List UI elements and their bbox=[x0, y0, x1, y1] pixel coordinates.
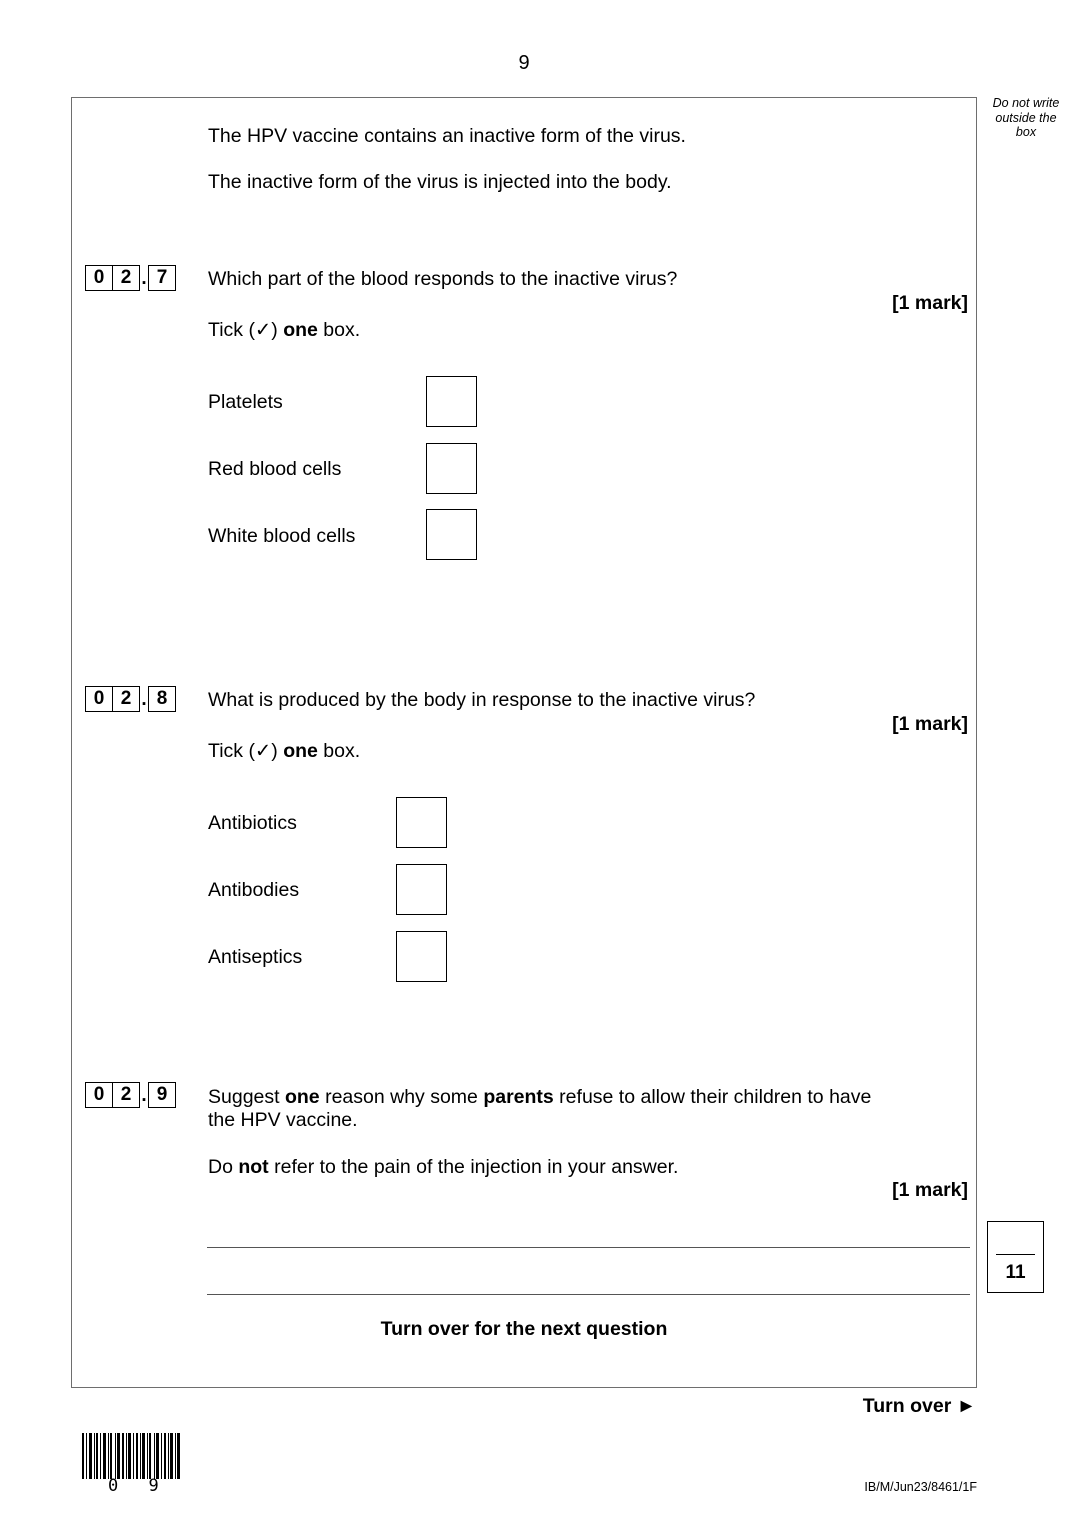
intro-line: The HPV vaccine contains an inactive form of the virus. bbox=[208, 125, 686, 147]
tick-instruction bbox=[208, 740, 360, 763]
question-number-02-9 bbox=[85, 1082, 176, 1108]
tick-box-antibodies[interactable] bbox=[396, 864, 447, 915]
question-note-emphasis: not bbox=[238, 1156, 269, 1178]
option-label-platelets: Platelets bbox=[208, 391, 283, 413]
question-text: What is produced by the body in response to the inactive virus? bbox=[208, 689, 756, 711]
tick-box-red-blood-cells[interactable] bbox=[426, 443, 477, 494]
mark-allocation: [1 mark] bbox=[892, 713, 968, 735]
margin-note bbox=[986, 96, 1066, 140]
question-text-continued: the HPV vaccine. bbox=[208, 1109, 358, 1131]
question-number-02-7 bbox=[85, 265, 176, 291]
tick-instruction-text: Tick (✓) bbox=[208, 319, 284, 341]
tick-instruction-emphasis: one bbox=[283, 740, 318, 762]
answer-line[interactable] bbox=[207, 1294, 970, 1295]
mark-allocation: [1 mark] bbox=[892, 1179, 968, 1201]
option-label-white-blood-cells: White blood cells bbox=[208, 525, 356, 547]
intro-line: The inactive form of the virus is injected into the body. bbox=[208, 171, 672, 193]
turn-over-label: Turn over ► bbox=[862, 1395, 976, 1417]
question-dot: . bbox=[141, 268, 147, 289]
total-rule bbox=[996, 1254, 1035, 1255]
question-note-part: Do bbox=[208, 1156, 239, 1178]
tick-box-white-blood-cells[interactable] bbox=[426, 509, 477, 560]
question-digit: 0 bbox=[85, 265, 113, 291]
question-text-part: Suggest bbox=[208, 1086, 285, 1108]
tick-instruction-emphasis: one bbox=[283, 319, 318, 341]
tick-box-platelets[interactable] bbox=[426, 376, 477, 427]
question-digit: 9 bbox=[148, 1082, 176, 1108]
tick-instruction-text: box. bbox=[317, 319, 361, 341]
tick-instruction bbox=[208, 319, 360, 342]
marks-total-box bbox=[987, 1221, 1044, 1293]
barcode-icon bbox=[82, 1433, 180, 1479]
barcode-number: 0 9 bbox=[108, 1476, 169, 1496]
question-digit: 8 bbox=[148, 686, 176, 712]
page-number: 9 bbox=[518, 52, 530, 74]
tick-instruction-text: box. bbox=[317, 740, 361, 762]
question-digit: 0 bbox=[85, 1082, 113, 1108]
question-digit: 2 bbox=[113, 686, 140, 712]
question-digit: 7 bbox=[148, 265, 176, 291]
question-note-part: refer to the pain of the injection in your answer. bbox=[268, 1156, 679, 1178]
question-text-part: refuse to allow their children to have bbox=[553, 1086, 872, 1108]
question-text-emphasis: one bbox=[284, 1086, 320, 1108]
question-text bbox=[208, 1086, 871, 1109]
answer-line[interactable] bbox=[207, 1247, 970, 1248]
marks-total: 11 bbox=[1005, 1262, 1026, 1283]
margin-note-line: Do not write bbox=[992, 96, 1060, 110]
tick-box-antibiotics[interactable] bbox=[396, 797, 447, 848]
option-label-antiseptics: Antiseptics bbox=[208, 946, 303, 968]
margin-note-line: outside the bbox=[995, 110, 1057, 125]
question-number-02-8 bbox=[85, 686, 176, 712]
question-dot: . bbox=[141, 1085, 147, 1106]
mark-allocation: [1 mark] bbox=[892, 292, 968, 314]
question-digit: 2 bbox=[113, 1082, 140, 1108]
option-label-antibiotics: Antibiotics bbox=[208, 812, 297, 834]
question-digit: 2 bbox=[113, 265, 140, 291]
paper-reference-code: IB/M/Jun23/8461/1F bbox=[864, 1480, 977, 1494]
question-text-emphasis: parents bbox=[483, 1086, 554, 1108]
turn-over-next-question: Turn over for the next question bbox=[380, 1318, 668, 1340]
question-digit: 0 bbox=[85, 686, 113, 712]
tick-instruction-text: Tick (✓) bbox=[208, 740, 284, 762]
tick-box-antiseptics[interactable] bbox=[396, 931, 447, 982]
question-note bbox=[208, 1156, 678, 1179]
question-text-part: reason why some bbox=[319, 1086, 484, 1108]
option-label-red-blood-cells: Red blood cells bbox=[208, 458, 342, 480]
margin-note-line: box bbox=[1015, 125, 1037, 139]
question-text: Which part of the blood responds to the inactive virus? bbox=[208, 268, 678, 290]
question-dot: . bbox=[141, 689, 147, 710]
option-label-antibodies: Antibodies bbox=[208, 879, 300, 901]
